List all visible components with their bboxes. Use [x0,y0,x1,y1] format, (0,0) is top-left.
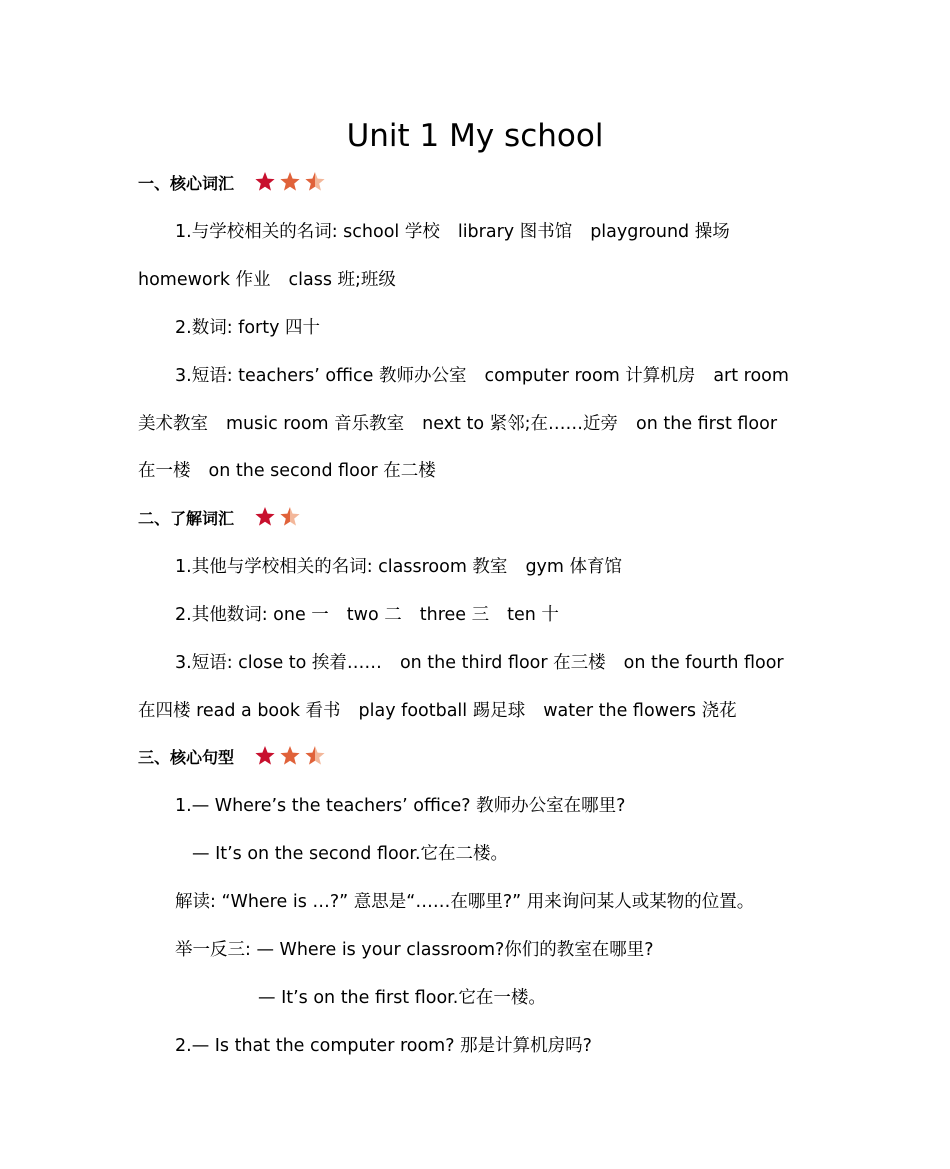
rating-stars [254,168,329,196]
text-line [175,649,784,677]
document-title: Unit 1 My school [346,118,604,154]
section-heading-extra-vocabulary [138,505,304,533]
text-segment: music room 音乐教室 [226,414,405,434]
text-segment: play football 踢足球 [358,701,526,721]
section-heading-core-vocabulary [138,170,329,198]
text-line [175,314,320,342]
rating-stars [254,503,304,531]
star-icon [280,172,299,191]
text-segment: on the fourth floor [623,653,784,673]
text-line [138,410,777,438]
text-segment: three 三 [419,605,490,625]
text-line [175,601,559,629]
example-line: 举一反三: — Where is your classroom?你们的教室在哪里? [175,940,654,960]
text-segment: 3.短语: close to 挨着…… [175,653,382,673]
sentence-line: 1.— Where’s the teachers’ office? 教师办公室在哪里? [175,796,626,816]
section-heading-text: 一、核心词汇 [138,174,235,193]
text-segment: water the flowers 浇花 [543,701,737,721]
section-heading-text: 三、核心句型 [138,748,235,767]
half-star-icon [280,507,299,526]
text-segment: gym 体育馆 [525,557,623,577]
text-segment: computer room 计算机房 [484,366,696,386]
star-shape [255,746,274,765]
star-icon [255,507,274,526]
half-star-icon [305,172,324,191]
star-icon [255,746,274,765]
stars-graphic [254,505,304,529]
text-line [175,362,789,390]
text-segment: 1.其他与学校相关的名词: classroom 教室 [175,557,508,577]
example-line: — It’s on the first floor.它在一楼。 [258,988,546,1008]
text-line [138,697,737,725]
star-icon [280,746,299,765]
text-segment: 美术教室 [138,414,208,434]
text-line [138,266,396,294]
rating-stars [254,742,329,770]
star-icon [255,172,274,191]
text-line [138,457,436,485]
text-segment: on the first floor [636,414,778,434]
text-segment: 2.数词: forty 四十 [175,318,320,338]
text-segment: on the second floor 在二楼 [208,461,436,481]
text-segment: ten 十 [507,605,559,625]
text-segment: 在一楼 [138,461,191,481]
text-segment: 3.短语: teachers’ office 教师办公室 [175,366,467,386]
stars-graphic [254,744,329,768]
stars-graphic [254,170,329,194]
text-segment: homework 作业 [138,270,271,290]
text-segment: on the third floor 在三楼 [399,653,606,673]
text-line [175,553,622,581]
half-star-icon [305,746,324,765]
text-segment: art room [713,366,789,386]
text-segment: class 班;班级 [288,270,396,290]
sentence-line: — It’s on the second floor.它在二楼。 [192,844,509,864]
text-segment: library 图书馆 [457,222,573,242]
text-segment: next to 紧邻;在……近旁 [422,414,618,434]
section-heading-core-sentences [138,744,329,772]
star-shape [255,507,274,526]
star-shape [280,746,299,765]
text-segment: 2.其他数词: one 一 [175,605,329,625]
star-shape [280,172,299,191]
sentence-line: 2.— Is that the computer room? 那是计算机房吗? [175,1036,592,1056]
text-segment: two 二 [346,605,402,625]
text-segment: 在四楼 read a book 看书 [138,701,341,721]
text-segment: playground 操场 [590,222,730,242]
text-line [175,218,730,246]
text-segment: 1.与学校相关的名词: school 学校 [175,222,440,242]
star-shape [255,172,274,191]
explanation-line: 解读: “Where is …?” 意思是“……在哪里?” 用来询问某人或某物的位置。 [175,892,755,912]
section-heading-text: 二、了解词汇 [138,509,235,528]
